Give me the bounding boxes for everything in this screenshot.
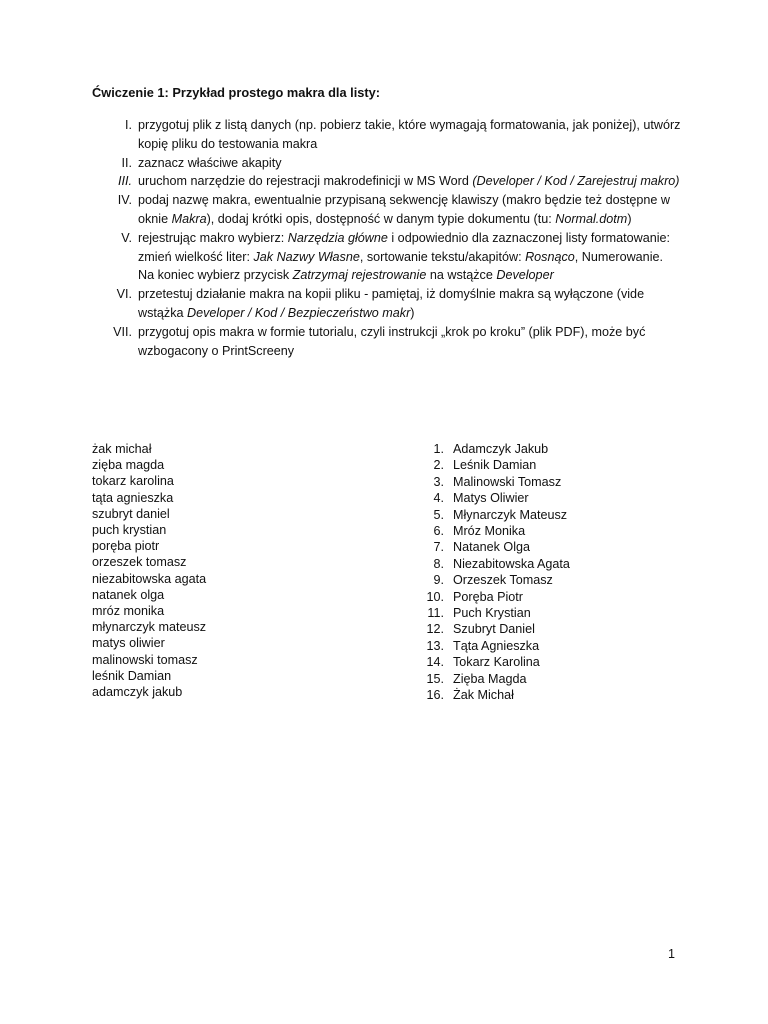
list-item-name: Puch Krystian [453,606,531,621]
step-text-segment: , sortowanie tekstu/akapitów: [359,249,526,264]
list-item-number: 11. [427,606,444,621]
step-text-italic: Normal.dotm [555,211,628,226]
list-item-name: Młynarczyk Mateusz [453,507,568,522]
list-item: tąta agnieszka [92,490,174,505]
list-item-name: Niezabitowska Agata [453,556,570,571]
step-text-segment: na wstążce [426,268,497,283]
list-item: żak michał [92,442,152,456]
step-number: VII. [113,324,132,339]
list-item: orzeszek tomasz [92,555,187,570]
list-item-name: Tąta Agnieszka [453,638,540,653]
step-text [138,191,682,229]
step-text-segment: , Numerowanie. Na koniec wybierz przycisk [138,249,663,283]
list-item-number: 1. [433,442,444,456]
list-item [420,572,570,588]
step-text [138,285,682,323]
list-item [420,523,570,539]
step-text-segment: uruchom narzędzie do rejestracji makrodefinicji w MS Word [138,174,473,189]
step-text-italic: Rosnąco [525,249,575,264]
list-item-number: 14. [426,655,444,670]
list-item-name: Natanek Olga [453,540,531,555]
list-item: malinowski tomasz [92,652,198,667]
list-item [420,507,570,523]
list-item [420,671,570,687]
list-item-number: 12. [426,622,444,637]
list-item-number: 3. [433,474,444,489]
list-item-number: 10. [426,589,444,604]
step-text-segment: rejestrując makro wybierz: [138,230,288,245]
step-number: V. [121,230,132,245]
list-item: szubryt daniel [92,506,170,521]
unformatted-name-list [92,441,206,700]
list-item-number: 16. [426,688,444,703]
list-item [420,605,570,621]
instruction-step [92,323,682,361]
list-item-name: Matys Oliwier [453,491,529,506]
list-item [420,589,570,605]
step-number: IV. [117,193,132,208]
step-text-italic: Makra [171,211,207,226]
list-item [420,474,570,490]
step-number: II. [121,155,132,170]
list-item-name: Szubryt Daniel [453,622,535,637]
list-item-number: 7. [433,540,444,555]
step-number: III. [118,174,132,189]
step-text-italic: Narzędzia główne [287,230,388,245]
list-item [420,490,570,506]
list-item: młynarczyk mateusz [92,620,207,635]
list-item-number: 4. [433,491,444,506]
list-item: niezabitowska agata [92,571,207,586]
list-item-number: 6. [433,524,444,539]
list-item: puch krystian [92,523,167,538]
list-item-number: 9. [433,573,444,588]
list-item [420,654,570,670]
exercise-title: Ćwiczenie 1: Przykład prostego makra dla listy: [92,85,381,100]
step-text-italic: Zatrzymaj rejestrowanie [292,268,427,283]
list-item: matys oliwier [92,636,165,651]
list-item [420,457,570,473]
instruction-step [92,285,682,323]
step-text [138,154,682,173]
list-item [420,441,570,457]
list-item-name: Malinowski Tomasz [453,474,562,489]
list-item-name: Leśnik Damian [453,458,537,473]
list-item: leśnik Damian [92,668,172,683]
instruction-step [92,229,682,285]
step-text-italic: Jak Nazwy Własne [253,249,360,264]
list-item [420,556,570,572]
list-item-number: 5. [433,507,444,522]
list-item: natanek olga [92,587,165,602]
step-text-italic: Developer / Kod / Bezpieczeństwo makr [187,305,411,320]
list-item-number: 8. [433,556,444,571]
list-item [420,539,570,555]
instruction-list [92,116,682,360]
list-item: adamczyk jakub [92,685,183,700]
step-text-segment: przetestuj działanie makra na kopii pliku - pamiętaj, iż domyślnie makra są wyłączone (vide wstążka [138,287,645,320]
step-number: I. [125,118,132,132]
list-item-name: Zięba Magda [453,671,527,686]
step-text-segment: zaznacz właściwe akapity [138,155,282,170]
formatted-name-list [420,441,570,704]
step-text-segment: przygotuj plik z listą danych (np. pobierz takie, które wymagają formatowania, jak poniżej), utwórz kopię pliku do testowania makra [138,118,681,151]
list-item-name: Orzeszek Tomasz [453,573,553,588]
step-text-segment: i odpowiednio dla zaznaczonej listy formatowanie: zmień wielkość liter: [138,230,671,264]
page-number: 1 [668,947,676,961]
list-item: tokarz karolina [92,474,174,489]
list-item [420,638,570,654]
list-item: mróz monika [92,604,165,619]
instruction-step [92,154,682,173]
list-item: poręba piotr [92,539,160,554]
instruction-step [92,172,682,191]
instruction-step [92,116,682,154]
step-text-segment: ) [627,211,632,226]
step-text [138,172,682,191]
step-text [138,116,682,154]
list-item-name: Poręba Piotr [453,589,524,604]
step-text-segment: ) [410,305,415,320]
step-number: VI. [116,287,132,302]
step-text-segment: przygotuj opis makra w formie tutorialu, czyli instrukcji „krok po kroku” (plik PDF), może być wzbogacony o PrintScreeny [138,324,646,358]
list-item [420,621,570,637]
step-text-italic: (Developer / Kod / Zarejestruj makro) [472,174,680,189]
step-text [138,323,682,361]
list-item-number: 15. [426,671,444,686]
list-item-number: 13. [426,638,444,653]
list-item: zięba magda [92,458,165,473]
list-item [420,687,570,703]
instruction-step [92,191,682,229]
list-item-name: Tokarz Karolina [453,655,540,670]
step-text-segment: ), dodaj krótki opis, dostępność w danym typie dokumentu (tu: [206,211,556,226]
step-text-italic: Developer [496,268,554,283]
list-item-name: Żak Michał [453,688,514,703]
step-text [138,229,682,285]
list-item-name: Mróz Monika [453,524,526,539]
step-text-segment: podaj nazwę makra, ewentualnie przypisaną sekwencję klawiszy (makro będzie też dostępne w oknie [138,193,671,226]
list-item-number: 2. [433,458,444,473]
list-item-name: Adamczyk Jakub [453,442,549,456]
